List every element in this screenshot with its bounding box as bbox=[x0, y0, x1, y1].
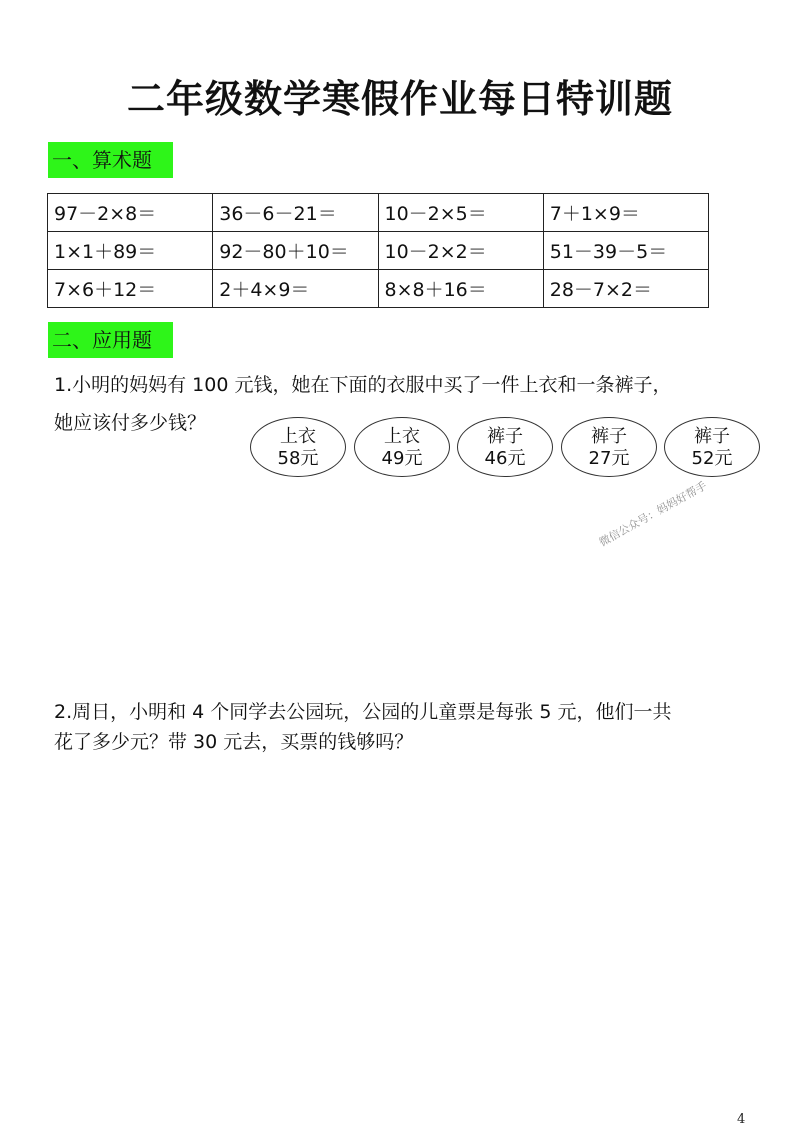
item-price: 52元 bbox=[691, 448, 733, 469]
section-heading-word-problems: 二、应用题 bbox=[48, 322, 173, 358]
watermark: 微信公众号：妈妈好帮手 bbox=[596, 479, 710, 550]
question-2-line-1: 2.周日，小明和 4 个同学去公园玩，公园的儿童票是每张 5 元，他们一共 bbox=[54, 701, 672, 723]
table-cell: 8×8＋16＝ bbox=[378, 270, 543, 308]
table-cell: 1×1＋89＝ bbox=[48, 232, 213, 270]
table-cell: 97－2×8＝ bbox=[48, 194, 213, 232]
question-1-line-1: 1.小明的妈妈有 100 元钱，她在下面的衣服中买了一件上衣和一条裤子， bbox=[54, 374, 672, 396]
table-cell: 51－39－5＝ bbox=[543, 232, 708, 270]
question-2-line-2: 花了多少元？带 30 元去，买票的钱够吗？ bbox=[54, 731, 414, 753]
table-cell: 10－2×5＝ bbox=[378, 194, 543, 232]
item-price: 49元 bbox=[381, 448, 423, 469]
table-cell: 7×6＋12＝ bbox=[48, 270, 213, 308]
page-number: 4 bbox=[737, 1112, 746, 1127]
price-oval bbox=[354, 417, 450, 477]
table-row bbox=[48, 194, 709, 232]
question-1-line-2: 她应该付多少钱？ bbox=[54, 412, 207, 434]
item-name: 裤子 bbox=[694, 426, 730, 447]
page-title: 二年级数学寒假作业每日特训题 bbox=[126, 77, 673, 121]
item-name: 上衣 bbox=[384, 426, 420, 447]
table-row bbox=[48, 232, 709, 270]
item-name: 上衣 bbox=[280, 426, 316, 447]
arithmetic-table bbox=[47, 193, 709, 308]
table-cell: 92－80＋10＝ bbox=[213, 232, 378, 270]
table-cell: 10－2×2＝ bbox=[378, 232, 543, 270]
price-oval bbox=[250, 417, 346, 477]
item-name: 裤子 bbox=[487, 426, 523, 447]
table-cell: 36－6－21＝ bbox=[213, 194, 378, 232]
table-cell: 7＋1×9＝ bbox=[543, 194, 708, 232]
price-oval bbox=[457, 417, 553, 477]
item-name: 裤子 bbox=[591, 426, 627, 447]
price-oval bbox=[664, 417, 760, 477]
table-row bbox=[48, 270, 709, 308]
section-heading-arithmetic: 一、算术题 bbox=[48, 142, 173, 178]
item-price: 27元 bbox=[588, 448, 630, 469]
price-oval bbox=[561, 417, 657, 477]
clothing-price-list bbox=[250, 417, 770, 479]
item-price: 58元 bbox=[277, 448, 319, 469]
table-cell: 28－7×2＝ bbox=[543, 270, 708, 308]
table-cell: 2＋4×9＝ bbox=[213, 270, 378, 308]
item-price: 46元 bbox=[484, 448, 526, 469]
